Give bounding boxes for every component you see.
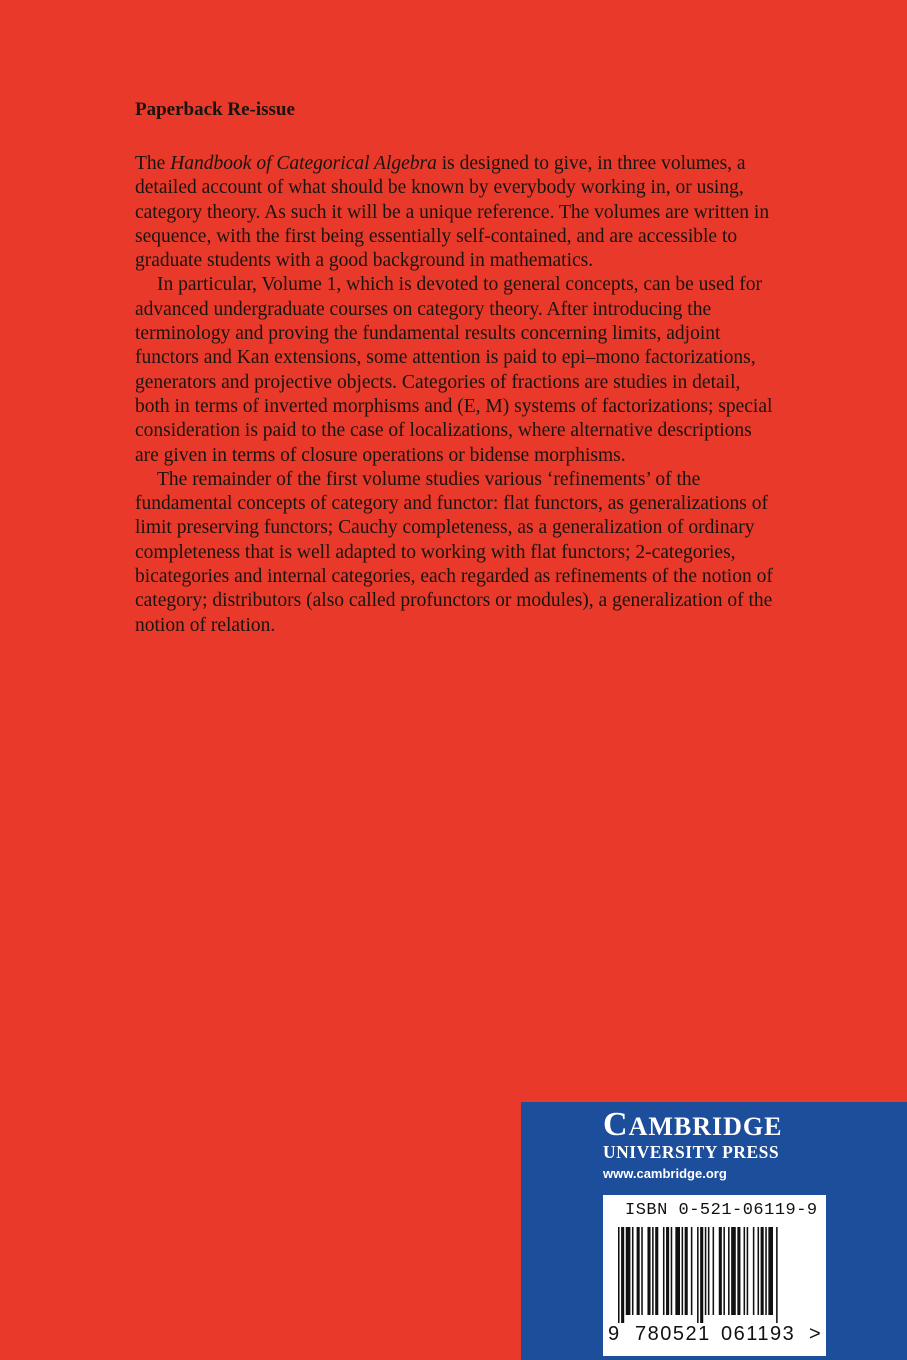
publisher-initial: C xyxy=(603,1106,629,1143)
barcode-bar xyxy=(753,1227,755,1315)
barcode-bar xyxy=(675,1227,680,1315)
barcode-bar xyxy=(737,1227,740,1315)
barcode-bar xyxy=(723,1227,725,1315)
paragraph-3: The remainder of the first volume studies various ‘refinements’ of the fundamental concepts of category and functor: flat functors, as generalizations of limit preserving functors; Cauchy completeness, as a generalization of ordinary completeness that is well adapted to working with flat functors; 2-categories, bicategories and internal categories, each regarded as refinements of the notion of category; distributors (also called profunctors or modules), a generalization of the notion of relation. xyxy=(135,468,773,636)
barcode-bar xyxy=(765,1227,767,1315)
publisher-logo-name xyxy=(603,1106,783,1143)
barcode-bar xyxy=(632,1227,634,1315)
barcode-bar xyxy=(719,1227,722,1315)
barcode-bar xyxy=(647,1227,650,1315)
barcode-bar xyxy=(641,1227,643,1315)
barcode-bar xyxy=(700,1227,703,1323)
p1-post: is designed to give, in three volumes, a detailed account of what should be known by everybody working in, or using, category theory. As such it will be a unique reference. The volumes are written in sequence, with the first being essentially self-contained, and are accessible to graduate students with a good background in mathematics. xyxy=(135,153,770,272)
paragraph-1 xyxy=(135,152,775,273)
barcode-bar xyxy=(708,1227,710,1315)
barcode-bar xyxy=(621,1227,624,1323)
barcode-bar xyxy=(663,1227,665,1315)
barcode-bar xyxy=(691,1227,693,1315)
barcode-bar xyxy=(671,1227,673,1315)
barcode-bar xyxy=(637,1227,640,1315)
publisher-panel xyxy=(521,1102,907,1360)
barcode-bar xyxy=(705,1227,707,1315)
barcode-bar xyxy=(728,1227,730,1315)
barcode-bar xyxy=(618,1227,620,1323)
barcode-bar xyxy=(744,1227,746,1315)
book-title: Handbook of Categorical Algebra xyxy=(170,153,437,174)
barcode-bar xyxy=(731,1227,736,1315)
back-cover-text xyxy=(135,98,775,638)
publisher-subtitle: UNIVERSITY PRESS xyxy=(603,1142,780,1162)
barcode-bar xyxy=(776,1227,778,1323)
publisher-url: www.cambridge.org xyxy=(603,1166,727,1181)
publisher-name-rest: AMBRIDGE xyxy=(628,1112,783,1141)
barcode-bar xyxy=(761,1227,764,1315)
heading: Paperback Re-issue xyxy=(135,99,295,120)
barcode-bar xyxy=(666,1227,669,1315)
barcode-box xyxy=(603,1195,826,1356)
paragraph-2: In particular, Volume 1, which is devoted to general concepts, can be used for advanced undergraduate courses on category theory. After introducing the terminology and proving the fundamental results concerning limits, adjoint functors and Kan extensions, some attention is paid to epi–mono factorizations, generators and projective objects. Categories of fractions are studies in detail, both in terms of inverted morphisms and (E, M) systems of factorizations; special consideration is paid to the case of localizations, where alternative descriptions are given in terms of closure operations or bidense morphisms. xyxy=(135,274,773,466)
barcode-bar xyxy=(682,1227,684,1315)
barcode-bar xyxy=(652,1227,654,1315)
barcode-digits-left: 780521 xyxy=(635,1323,711,1345)
barcode-image xyxy=(618,1227,814,1323)
barcode-bar xyxy=(685,1227,688,1315)
barcode-bar xyxy=(747,1227,749,1315)
barcode-bar xyxy=(713,1227,715,1315)
barcode-bar xyxy=(768,1227,773,1315)
isbn-text: ISBN 0-521-06119-9 xyxy=(625,1201,818,1220)
barcode-digits-right: 061193 xyxy=(721,1323,796,1345)
barcode-arrow: > xyxy=(809,1323,821,1345)
barcode-bar xyxy=(655,1227,658,1315)
barcode-bar xyxy=(697,1227,699,1323)
barcode-bar xyxy=(626,1227,631,1315)
barcode-digit-first: 9 xyxy=(608,1323,620,1345)
barcode-bar xyxy=(758,1227,760,1315)
p1-pre: The xyxy=(135,153,171,174)
